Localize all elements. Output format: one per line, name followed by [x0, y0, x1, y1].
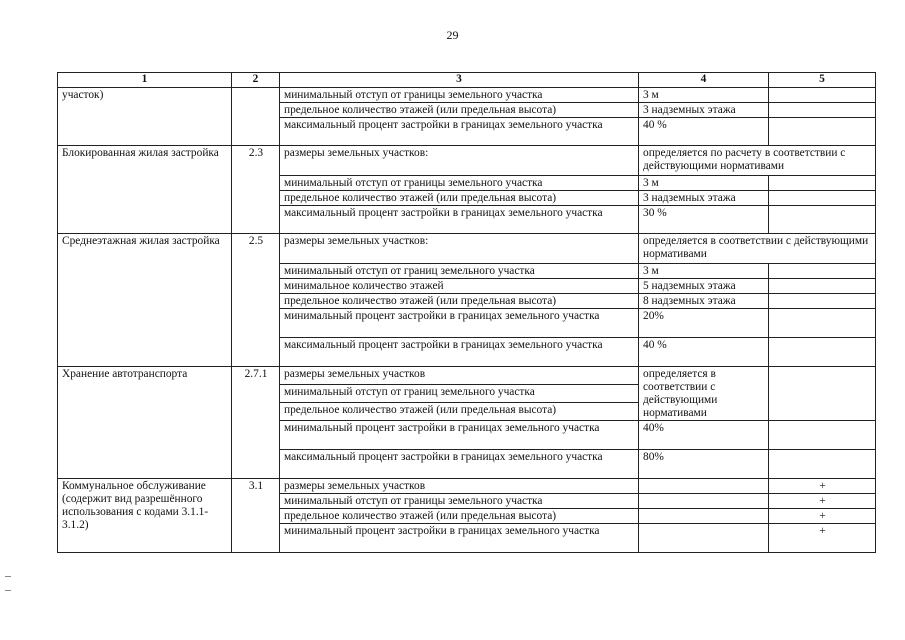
- note-cell: [769, 338, 876, 367]
- parameter-cell: размеры земельных участков: [280, 367, 639, 385]
- note-cell: [769, 191, 876, 206]
- zoning-parameters-table: [57, 72, 876, 553]
- note-cell: [769, 118, 876, 146]
- value-cell: 3 м: [639, 176, 769, 191]
- column-header: 1: [58, 73, 232, 88]
- column-header: 3: [280, 73, 639, 88]
- parameter-cell: предельное количество этажей (или предельная высота): [280, 103, 639, 118]
- land-use-type: Хранение автотранспорта: [58, 367, 232, 479]
- table-row: [58, 234, 876, 264]
- note-cell: [769, 309, 876, 338]
- note-cell: [769, 103, 876, 118]
- parameter-cell: минимальный отступ от границ земельного участка: [280, 385, 639, 403]
- parameter-cell: максимальный процент застройки в границах земельного участка: [280, 118, 639, 146]
- parameter-cell: размеры земельных участков: [280, 479, 639, 494]
- note-cell: [769, 421, 876, 450]
- value-cell: определяется в соответствии с действующими нормативами: [639, 234, 876, 264]
- land-use-code: 3.1: [232, 479, 280, 553]
- note-cell: [769, 294, 876, 309]
- land-use-type: Блокированная жилая застройка: [58, 146, 232, 234]
- table-row: [58, 479, 876, 494]
- parameter-cell: максимальный процент застройки в границах земельного участка: [280, 338, 639, 367]
- note-cell: [769, 279, 876, 294]
- value-cell: определяется в соответствии с действующими нормативами: [639, 367, 769, 421]
- value-cell: определяется по расчету в соответствии с действующими нормативами: [639, 146, 876, 176]
- note-cell: +: [769, 509, 876, 524]
- parameter-cell: минимальный процент застройки в границах земельного участка: [280, 524, 639, 553]
- parameter-cell: минимальный отступ от границы земельного участка: [280, 88, 639, 103]
- value-cell: 40 %: [639, 338, 769, 367]
- parameter-cell: максимальный процент застройки в границах земельного участка: [280, 450, 639, 479]
- value-cell: 3 м: [639, 88, 769, 103]
- value-cell: 5 надземных этажа: [639, 279, 769, 294]
- value-cell: 80%: [639, 450, 769, 479]
- note-cell: [769, 367, 876, 421]
- land-use-type: Коммунальное обслуживание (содержит вид разрешённого использования с кодами 3.1.1-3.1.2): [58, 479, 232, 553]
- value-cell: 8 надземных этажа: [639, 294, 769, 309]
- table-row: [58, 146, 876, 176]
- parameter-cell: минимальный процент застройки в границах земельного участка: [280, 309, 639, 338]
- note-cell: [769, 264, 876, 279]
- land-use-type: Среднеэтажная жилая застройка: [58, 234, 232, 367]
- note-cell: [769, 88, 876, 103]
- value-cell: 30 %: [639, 206, 769, 234]
- parameter-cell: размеры земельных участков:: [280, 234, 639, 264]
- land-use-code: [232, 88, 280, 146]
- table-header-row: [58, 73, 876, 88]
- parameter-cell: минимальный отступ от границ земельного участка: [280, 264, 639, 279]
- value-cell: 3 м: [639, 264, 769, 279]
- note-cell: +: [769, 494, 876, 509]
- note-cell: [769, 176, 876, 191]
- table-row: [58, 367, 876, 385]
- parameter-cell: предельное количество этажей (или предельная высота): [280, 294, 639, 309]
- land-use-code: 2.3: [232, 146, 280, 234]
- parameter-cell: минимальный процент застройки в границах земельного участка: [280, 421, 639, 450]
- note-cell: [769, 450, 876, 479]
- parameter-cell: размеры земельных участков:: [280, 146, 639, 176]
- margin-mark: [5, 590, 11, 591]
- column-header: 2: [232, 73, 280, 88]
- value-cell: 3 надземных этажа: [639, 103, 769, 118]
- land-use-code: 2.7.1: [232, 367, 280, 479]
- value-cell: 40 %: [639, 118, 769, 146]
- column-header: 4: [639, 73, 769, 88]
- parameter-cell: предельное количество этажей (или предельная высота): [280, 509, 639, 524]
- parameter-cell: минимальный отступ от границы земельного участка: [280, 176, 639, 191]
- column-header: 5: [769, 73, 876, 88]
- parameter-cell: предельное количество этажей (или предельная высота): [280, 191, 639, 206]
- value-cell: [639, 524, 769, 553]
- margin-mark: [5, 576, 11, 577]
- value-cell: [639, 479, 769, 494]
- table-row: [58, 88, 876, 103]
- value-cell: 20%: [639, 309, 769, 338]
- note-cell: +: [769, 479, 876, 494]
- parameter-cell: предельное количество этажей (или предельная высота): [280, 403, 639, 421]
- parameter-cell: максимальный процент застройки в границах земельного участка: [280, 206, 639, 234]
- parameter-cell: минимальное количество этажей: [280, 279, 639, 294]
- value-cell: 40%: [639, 421, 769, 450]
- page-number: 29: [446, 28, 459, 42]
- land-use-code: 2.5: [232, 234, 280, 367]
- note-cell: +: [769, 524, 876, 553]
- value-cell: 3 надземных этажа: [639, 191, 769, 206]
- parameter-cell: минимальный отступ от границы земельного участка: [280, 494, 639, 509]
- land-use-type: участок): [58, 88, 232, 146]
- value-cell: [639, 494, 769, 509]
- note-cell: [769, 206, 876, 234]
- value-cell: [639, 509, 769, 524]
